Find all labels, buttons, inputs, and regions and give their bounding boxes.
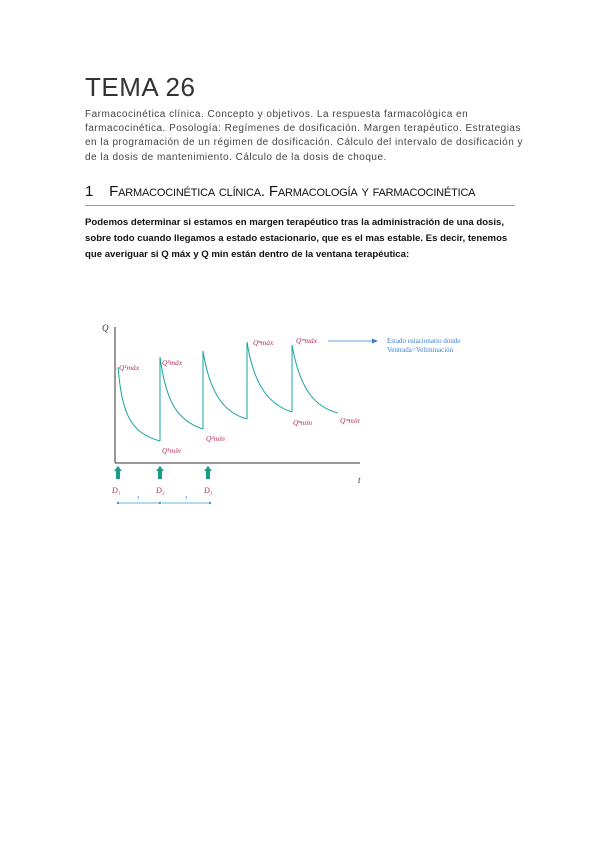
dose-arrows bbox=[114, 466, 212, 479]
dose-1-decay bbox=[118, 367, 160, 441]
dose-2-decay bbox=[160, 357, 203, 429]
peak-label-2: Q²máx bbox=[162, 358, 183, 367]
dose-arrow-1 bbox=[114, 466, 122, 479]
dose-arrow-3 bbox=[204, 466, 212, 479]
page-title: TEMA 26 bbox=[85, 72, 196, 102]
peak-label-m: Qᵐmáx bbox=[296, 336, 318, 345]
y-axis-label: Q bbox=[102, 323, 109, 333]
x-axis-label: t bbox=[358, 475, 361, 485]
dose-arrow-2 bbox=[156, 466, 164, 479]
annotation-arrow-head bbox=[372, 339, 378, 344]
section-title: Farmacocinética clínica. Farmacología y farmacocinética bbox=[109, 183, 476, 200]
section-heading bbox=[85, 183, 515, 206]
dose-label-2: D₂ bbox=[156, 486, 165, 495]
dose-label-3: D₃ bbox=[204, 486, 213, 495]
section-number: 1 bbox=[85, 183, 94, 200]
trough-label-m: Qᵐmín bbox=[340, 416, 360, 425]
annotation-line-2: Ventrada=Veliminación bbox=[387, 346, 454, 354]
interval-label-1: τ bbox=[137, 495, 140, 501]
topic-subtitle: Farmacocinética clínica. Concepto y objetivos. La respuesta farmacológica en farmacocinética. Posología: Regímenes de dosificación. Margen terapéutico. Estrategias en la programación de un régimen de dosificación. Cálculo del intervalo de dosificación y de la dosis de mantenimiento. Cálculo de la dosis de choque. bbox=[85, 109, 524, 163]
trough-label-2: Q²mín bbox=[206, 434, 225, 443]
trough-label-n: Qⁿmín bbox=[293, 418, 313, 427]
dose-3-decay bbox=[203, 351, 247, 419]
trough-label-1: Q¹mín bbox=[162, 446, 181, 455]
figure-svg bbox=[90, 315, 490, 520]
dose-label-1: D₁ bbox=[112, 486, 121, 495]
pharmacokinetic-figure bbox=[90, 315, 490, 520]
dose-4-decay bbox=[247, 342, 292, 412]
peak-label-1: Q¹máx bbox=[119, 363, 140, 372]
interval-label-2: τ bbox=[185, 495, 188, 501]
annotation-line-1: Estado estacionario donde bbox=[387, 337, 461, 345]
dose-5-decay bbox=[292, 345, 338, 413]
peak-label-n: Qⁿmáx bbox=[253, 338, 274, 347]
paragraph: Podemos determinar si estamos en margen terapéutico tras la administración de una dosis, sobre todo cuando llegamos a estado estacionario, que es el mas estable. Es decir, tenemos que averiguar si Q máx y Q min están dentro de la ventana terapéutica: bbox=[85, 217, 508, 260]
